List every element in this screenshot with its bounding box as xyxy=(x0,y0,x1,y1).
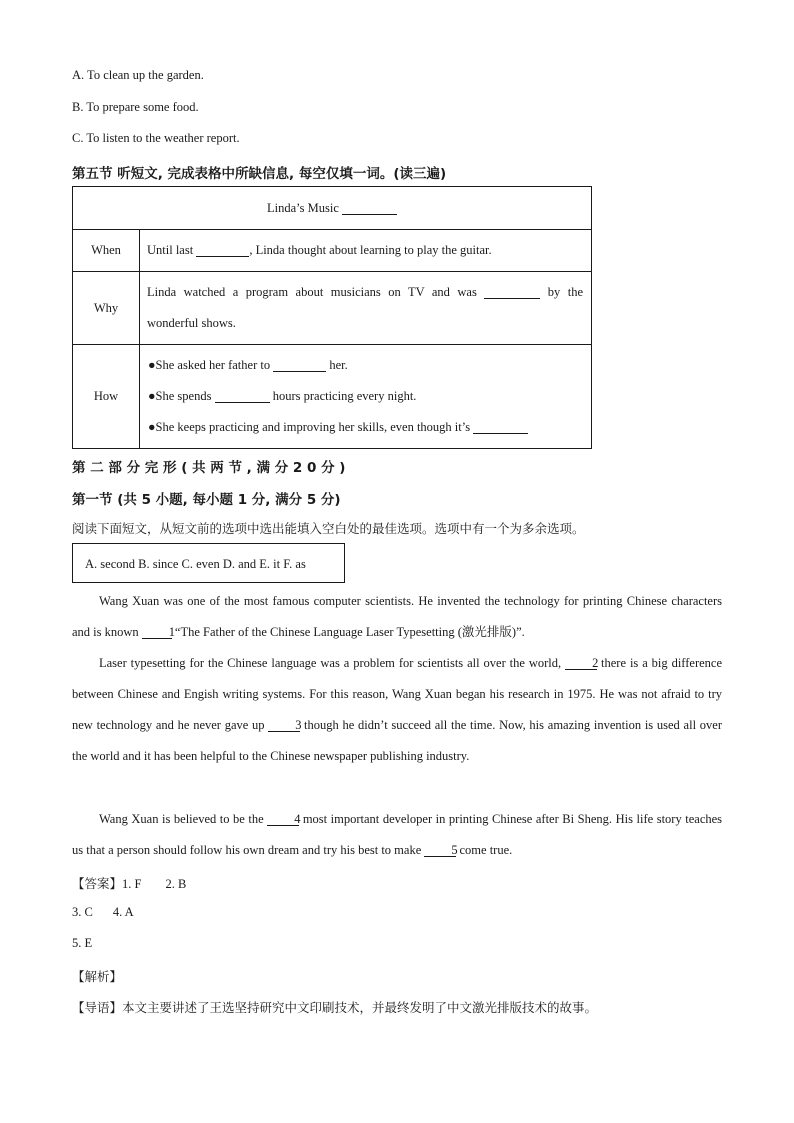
blank-1: 1 xyxy=(142,626,172,639)
answer-4: 4. A xyxy=(112,905,134,919)
answer-1: 1. F xyxy=(122,877,142,891)
blank-3: 3 xyxy=(268,719,300,732)
option-b: B. To prepare some food. xyxy=(72,100,199,114)
blank-5: 5 xyxy=(424,844,456,857)
passage-paragraph-2: Laser typesetting for the Chinese language was a problem for scientists all over the world, 2 there is a big difference between Chinese and Engish writing systems. For this reason, Wang Xuan began his research in 1975. He was not afraid to try new technology and he never gave up 3 though he didn’t succeed all the time. Now, his amazing invention is used all over the world and it has been helpful to the Chinese newspaper publishing industry. xyxy=(72,656,723,763)
answer-label: 【答案】 xyxy=(72,876,123,891)
analysis-label: 【解析】 xyxy=(72,969,123,984)
answer-5: 5. E xyxy=(72,936,93,950)
row-label-how: How xyxy=(73,345,140,449)
how-blank-1 xyxy=(273,359,326,372)
part2-subheading: 第一节 (共 5 小题, 每小题 1 分, 满分 5 分) xyxy=(72,492,341,508)
how-bullet-3: ●She keeps practicing and improving her skills, even though it’s xyxy=(148,412,591,443)
options-box: A. second B. since C. even D. and E. it F. as xyxy=(72,543,345,583)
guide-label: 【导语】 xyxy=(72,1000,123,1015)
option-a: A. To clean up the garden. xyxy=(72,68,204,82)
analysis-guide xyxy=(72,998,597,1016)
row-label-when: When xyxy=(73,230,140,272)
how-blank-3 xyxy=(473,421,528,434)
passage-paragraph-1: Wang Xuan was one of the most famous computer scientists. He invented the technology for printing Chinese characters and is known 1 “The Father of the Chinese Language Laser Typesetting (激光排版)”. xyxy=(72,594,722,639)
title-blank xyxy=(342,202,397,215)
answers-row-2 xyxy=(72,905,134,920)
answer-2: 2. B xyxy=(165,877,187,891)
guide-text: 本文主要讲述了王选坚持研究中文印刷技术，并最终发明了中文激光排版技术的故事。 xyxy=(122,1000,598,1015)
when-blank xyxy=(196,244,249,257)
why-blank xyxy=(484,286,540,299)
row-text-how xyxy=(140,345,592,449)
blank-4: 4 xyxy=(267,813,299,826)
answers-row-3 xyxy=(72,936,92,951)
answers-row-1 xyxy=(72,874,186,892)
section5-heading: 第五节 听短文, 完成表格中所缺信息, 每空仅填一词。(读三遍) xyxy=(72,166,447,182)
blank-2: 2 xyxy=(565,657,597,670)
how-bullet-1: ●She asked her father to her. xyxy=(148,358,348,372)
part2-instruction: 阅读下面短文，从短文前的选项中选出能填入空白处的最佳选项。选项中有一个为多余选项。 xyxy=(72,521,585,536)
info-table xyxy=(72,186,592,449)
table-title: Linda’s Music xyxy=(73,187,592,230)
row-text-why: Linda watched a program about musicians on TV and was by the wonderful shows. xyxy=(140,272,592,345)
how-bullet-2: ●She spends hours practicing every night. xyxy=(148,389,417,403)
option-c: C. To listen to the weather report. xyxy=(72,131,240,145)
passage-paragraph-3: Wang Xuan is believed to be the 4 most important developer in printing Chinese after Bi Sheng. His life story teaches us that a person should follow his own dream and try his best to make 5 come true. xyxy=(72,812,723,857)
row-label-why: Why xyxy=(73,272,140,345)
row-text-when: Until last , Linda thought about learning to play the guitar. xyxy=(140,230,592,272)
part2-heading: 第 二 部 分 完 形 ( 共 两 节 , 满 分 2 0 分 ) xyxy=(72,460,346,476)
answer-3: 3. C xyxy=(72,905,93,919)
how-blank-2 xyxy=(215,390,270,403)
